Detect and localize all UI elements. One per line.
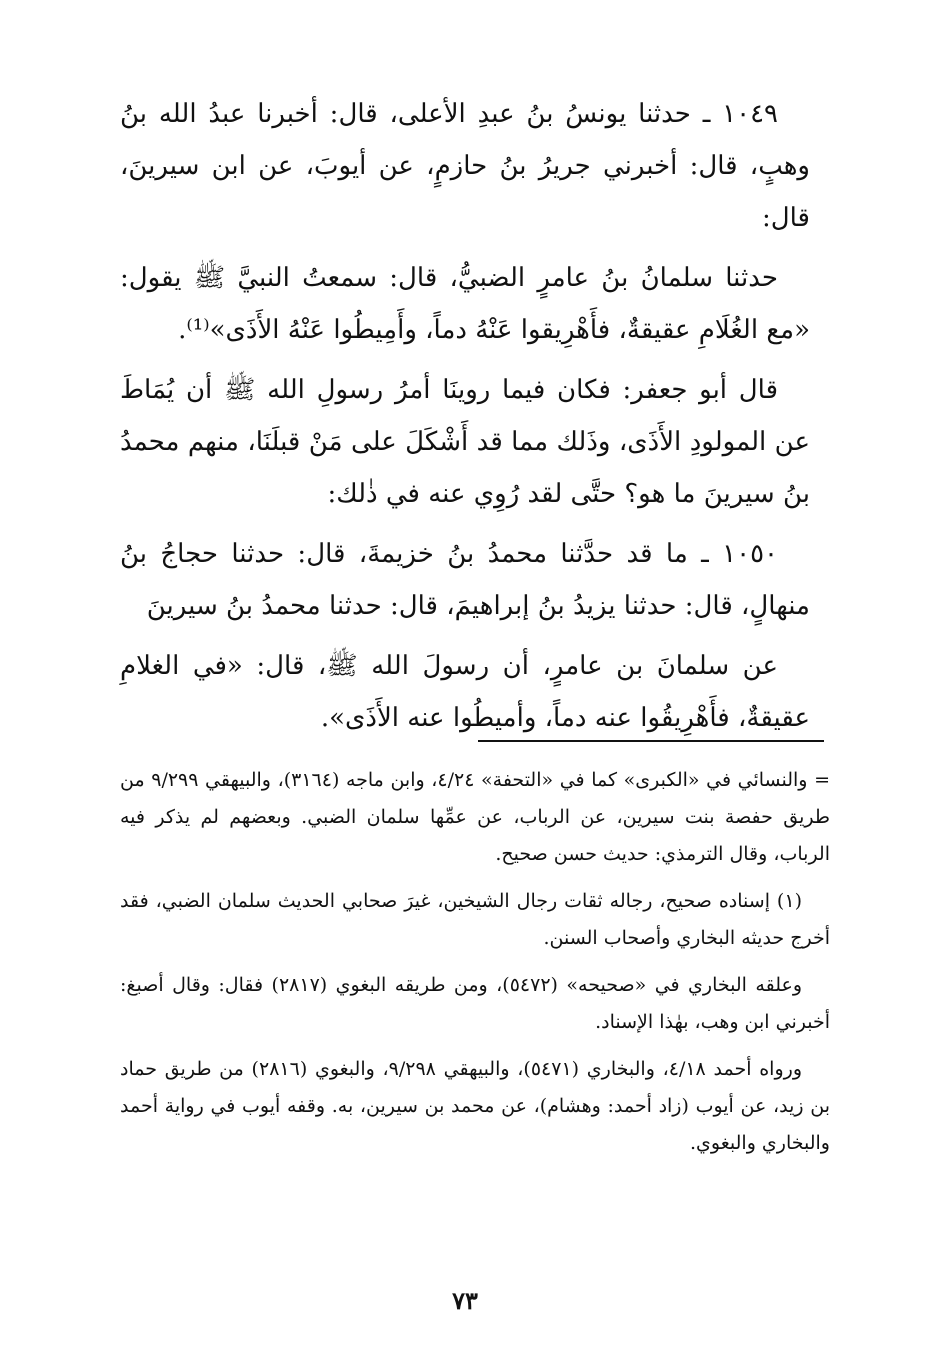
hadith-1049-matn-paragraph: حدثنا سلمانُ بنُ عامرٍ الضبيُّ، قال: سمعتُ النبيَّ ﷺ يقول: «مع الغُلَامِ عقيقةٌ، فأَهْرِيقوا عَنْهُ دماً، وأَمِيطُوا عَنْهُ الأَذَى»⁽¹⁾. (120, 263, 810, 345)
footnotes (120, 762, 830, 1172)
page-number: ٧٣ (452, 1286, 478, 1315)
hadith-1050-matn-paragraph: عن سلمانَ بن عامرٍ، أن رسولَ الله ﷺ، قال: «في الغلامِ عقيقةٌ، فأَهْرِيقُوا عنه دماً، وأميطُوا عنه الأَذَى». (120, 651, 810, 733)
footnote-separator (478, 740, 824, 742)
footnote-1-bukhari: وعلقه البخاري في «صحيحه» (٥٤٧٢)، ومن طريقه البغوي (٢٨١٧) فقال: وقال أصبغ: أخبرني ابن وهب، بهٰذا الإسناد. (120, 974, 830, 1033)
hadith-1050-paragraph: ١٠٥٠ ـ ما قد حدَّثنا محمدُ بنُ خزيمةَ، قال: حدثنا حجاجُ بنُ منهالٍ، قال: حدثنا يزيدُ بنُ إبراهيمَ، قال: حدثنا محمدُ بنُ سيرينَ (120, 539, 810, 621)
footnote-1: (١) إسناده صحيح، رجاله ثقات رجال الشيخين، غيرَ صحابي الحديث سلمان الضبي، فقد أخرج حديثه البخاري وأصحاب السنن. (120, 890, 830, 949)
commentary-paragraph: قال أبو جعفر: فكان فيما روينَا أمرُ رسولِ الله ﷺ أن يُمَاطَ عن المولودِ الأَذَى، وذَلك مما قد أَشْكَلَ على مَنْ قبلَنَا، منهم محمدُ بنُ سيرينَ ما هو؟ حتَّى لقد رُوِي عنه في ذٰلك: (120, 375, 810, 509)
main-text (120, 88, 810, 752)
footnote-1-ahmad: ورواه أحمد ٤/١٨، والبخاري (٥٤٧١)، والبيهقي ٩/٢٩٨، والبغوي (٢٨١٦) من طريق حماد بن زيد، عن أيوب (زاد أحمد: وهشام)، عن محمد بن سيرين، به. وقفه أيوب في رواية أحمد والبخاري والبغوي. (120, 1058, 830, 1154)
footnote-continuation: = والنسائي في «الكبرى» كما في «التحفة» ٤/٢٤، وابن ماجه (٣١٦٤)، والبيهقي ٩/٢٩٩ من طريق حفصة بنت سيرين، عن الرباب، عن عمِّها سلمان الضبي. وبعضهم لم يذكر فيه الرباب، وقال الترمذي: حديث حسن صحيح. (120, 769, 830, 865)
hadith-1049-paragraph: ١٠٤٩ ـ حدثنا يونسُ بنُ عبدِ الأعلى، قال: أخبرنا عبدُ الله بنُ وهبٍ، قال: أخبرني جريرُ بنُ حازمٍ، عن أيوبَ، عن ابن سيرينَ، قال: (120, 99, 810, 233)
